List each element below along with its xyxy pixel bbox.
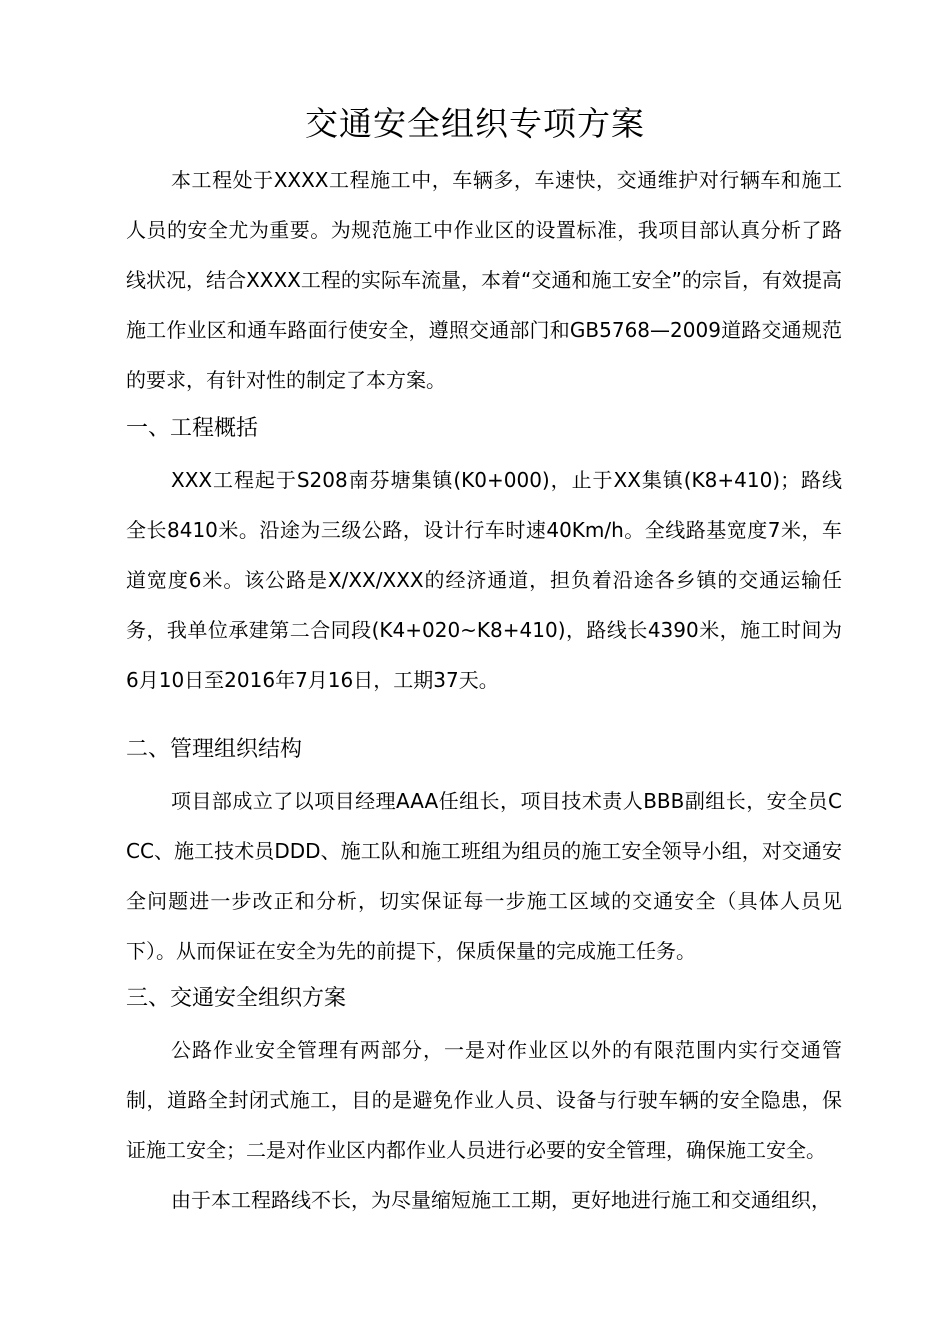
management-paragraph: 项目部成立了以项目经理AAA任组长，项目技术责人BBB副组长，安全员CCC、施工技术员DDD、施工队和施工班组为组员的施工安全领导小组，对交通安全问题进一步改正和分析，切实保证每一步施工区域的交通安全（具体人员见下）。从而保证在安全为先的前提下，保质保量的完成施工任务。 bbox=[126, 789, 842, 963]
traffic-plan-paragraph-2: 由于本工程路线不长，为尽量缩短施工工期，更好地进行施工和交通组织， bbox=[171, 1188, 831, 1212]
intro-paragraph: 本工程处于XXXX工程施工中，车辆多，车速快，交通维护对行辆车和施工人员的安全尤为重要。为规范施工中作业区的设置标准，我项目部认真分析了路线状况，结合XXXX工程的实际车流量，本着“交通和施工安全”的宗旨，有效提高施工作业区和通车路面行使安全，遵照交通部门和GB5768—2009道路交通规范的要求，有针对性的制定了本方案。 bbox=[126, 168, 842, 392]
section-heading-overview: 一、工程概括 bbox=[126, 416, 259, 441]
traffic-plan-paragraph-1: 公路作业安全管理有两部分，一是对作业区以外的有限范围内实行交通管制，道路全封闭式施工，目的是避免作业人员、设备与行驶车辆的安全隐患，保证施工安全；二是对作业区内都作业人员进行必要的安全管理，确保施工安全。 bbox=[126, 1038, 842, 1162]
overview-paragraph: XXX工程起于S208南芬塘集镇(K0+000)，止于XX集镇(K8+410)；路线全长8410米。沿途为三级公路，设计行车时速40Km/h。全线路基宽度7米，车道宽度6米。该公路是X/XX/XXX的经济通道，担负着沿途各乡镇的交通运输任务，我单位承建第二合同段(K4+020~K8+410)，路线长4390米，施工时间为6月10日至2016年7月16日，工期37天。 bbox=[126, 468, 842, 692]
document-title: 交通安全组织专项方案 bbox=[305, 104, 645, 143]
section-heading-traffic-plan: 三、交通安全组织方案 bbox=[126, 986, 347, 1011]
section-heading-management: 二、管理组织结构 bbox=[126, 737, 303, 762]
